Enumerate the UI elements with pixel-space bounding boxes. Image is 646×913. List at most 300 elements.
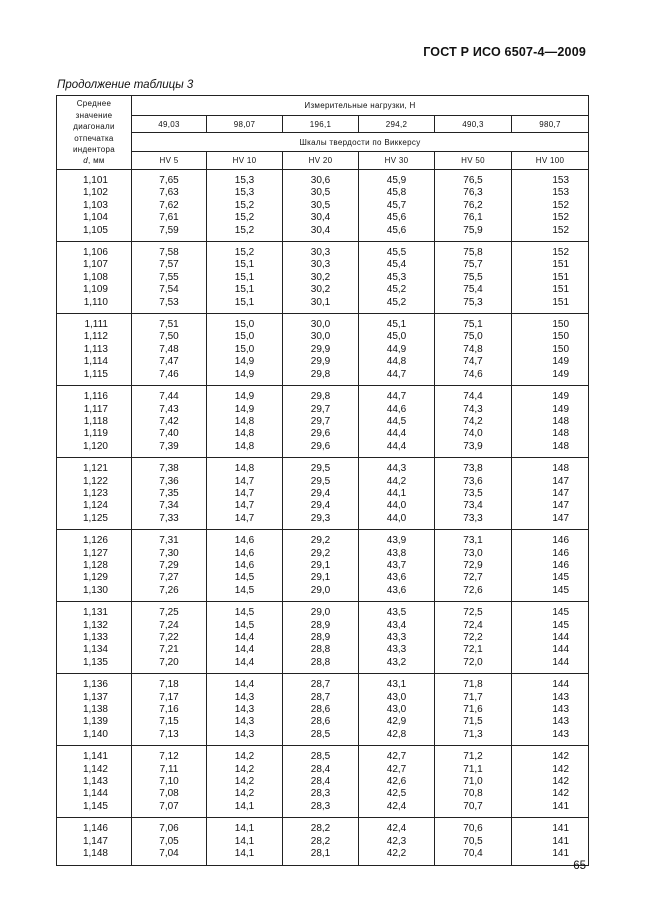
hv30-value: 44,2 <box>386 475 407 487</box>
hv100-value: 150 <box>552 319 570 331</box>
hv20-value: 28,8 <box>310 644 331 656</box>
hv20-value: 30,0 <box>310 319 331 331</box>
hv30-value: 42,3 <box>386 835 407 847</box>
hv20-value: 28,8 <box>310 656 331 668</box>
diagonal-value: 1,139 <box>82 716 108 728</box>
hv30-value: 45,7 <box>386 199 407 211</box>
hv30-value: 45,9 <box>386 175 407 186</box>
hv50-value: 75,9 <box>463 224 483 236</box>
hv30-value: 43,3 <box>386 644 407 656</box>
hv5-value: 7,15 <box>159 716 179 728</box>
hv100-value: 153 <box>552 187 570 199</box>
hv20-value: 30,4 <box>310 224 331 236</box>
diagonal-cell <box>57 242 132 314</box>
hv5-value: 7,20 <box>159 656 179 668</box>
hv5-value: 7,55 <box>159 271 179 283</box>
hv30-cell <box>359 458 435 530</box>
hv5-value: 7,13 <box>159 728 179 740</box>
hv10-cell <box>207 242 283 314</box>
diagonal-value: 1,141 <box>82 751 108 763</box>
hv5-value: 7,06 <box>159 823 179 835</box>
diagonal-value: 1,143 <box>82 776 108 788</box>
hv50-value: 75,5 <box>463 271 483 283</box>
hv5-value: 7,22 <box>159 632 179 643</box>
hv100-value: 146 <box>552 547 570 559</box>
hv30-value: 44,4 <box>386 440 407 452</box>
hv30-value: 45,0 <box>386 331 407 343</box>
hv50-value: 72,2 <box>463 632 483 643</box>
diagonal-value: 1,134 <box>82 644 108 656</box>
hv50-value: 75,7 <box>463 259 483 271</box>
hv20-value: 29,5 <box>310 475 331 487</box>
vickers-hardness-table <box>56 95 589 866</box>
hv100-value: 148 <box>552 440 570 452</box>
hv10-cell <box>207 314 283 386</box>
hv20-value: 29,4 <box>310 487 331 499</box>
hv100-cell <box>512 314 589 386</box>
hv5-cell <box>132 602 207 674</box>
corner-line: Среднее <box>76 99 112 109</box>
scale-label: HV 100 <box>512 152 589 170</box>
table-row-group <box>57 818 589 865</box>
hv5-value: 7,61 <box>159 212 179 224</box>
hv30-value: 44,1 <box>386 487 407 499</box>
hv10-value: 15,3 <box>234 175 255 186</box>
hv100-value: 142 <box>552 751 570 763</box>
hv10-value: 14,6 <box>234 547 255 559</box>
diagonal-value: 1,120 <box>82 440 108 452</box>
hv50-cell <box>435 242 512 314</box>
hv10-value: 15,1 <box>234 259 255 271</box>
table-row-group <box>57 242 589 314</box>
hv10-value: 14,3 <box>234 704 255 716</box>
hv10-value: 14,4 <box>234 644 255 656</box>
hv10-value: 14,5 <box>234 607 255 619</box>
hv100-cell <box>512 602 589 674</box>
hv30-value: 45,4 <box>386 259 407 271</box>
hv20-value: 29,7 <box>310 415 331 427</box>
hv10-cell <box>207 458 283 530</box>
hv50-value: 74,2 <box>463 415 483 427</box>
hv20-value: 29,9 <box>310 343 331 355</box>
load-value: 490,3 <box>435 116 512 133</box>
diagonal-value: 1,116 <box>83 391 108 403</box>
hv30-value: 44,4 <box>386 428 407 440</box>
hv50-value: 71,6 <box>463 704 483 716</box>
diagonal-value: 1,105 <box>82 224 108 236</box>
hv30-value: 45,3 <box>386 271 407 283</box>
hv100-value: 142 <box>552 763 570 775</box>
table-body <box>57 170 589 866</box>
hv20-cell <box>283 530 359 602</box>
hv100-value: 149 <box>552 368 570 380</box>
table-row-group <box>57 674 589 746</box>
hv30-value: 42,7 <box>386 751 407 763</box>
hv10-value: 15,1 <box>234 284 255 296</box>
diagonal-value: 1,129 <box>82 572 108 584</box>
diagonal-cell <box>57 314 132 386</box>
hv100-value: 142 <box>552 788 570 800</box>
scale-label: HV 5 <box>132 152 207 170</box>
diagonal-value: 1,136 <box>82 679 108 691</box>
hv5-value: 7,07 <box>159 800 179 812</box>
hv20-value: 28,4 <box>310 763 331 775</box>
hv50-value: 71,3 <box>463 728 483 740</box>
hv10-value: 15,0 <box>234 343 255 355</box>
hv50-value: 70,5 <box>463 835 483 847</box>
hv5-value: 7,58 <box>159 247 179 259</box>
hv20-value: 30,3 <box>310 247 331 259</box>
hv100-value: 148 <box>552 463 570 475</box>
hv5-cell <box>132 818 207 865</box>
hv20-value: 28,9 <box>310 632 331 643</box>
hv5-value: 7,18 <box>159 679 179 691</box>
hv5-cell <box>132 170 207 242</box>
hv50-value: 72,4 <box>463 619 483 631</box>
hv5-value: 7,43 <box>159 403 179 415</box>
hv5-value: 7,35 <box>159 487 179 499</box>
hv10-value: 15,2 <box>234 199 255 211</box>
hv50-value: 72,7 <box>463 572 483 584</box>
hv50-value: 76,2 <box>463 199 483 211</box>
diagonal-cell <box>57 170 132 242</box>
hv5-value: 7,29 <box>159 559 179 571</box>
hv20-value: 28,7 <box>310 691 331 703</box>
hv20-value: 28,9 <box>310 619 331 631</box>
hv30-value: 45,2 <box>386 296 407 308</box>
page-number: 65 <box>573 860 586 872</box>
hv10-value: 14,7 <box>234 487 255 499</box>
hv10-value: 15,2 <box>234 224 255 236</box>
hv100-value: 152 <box>552 224 570 236</box>
hv20-value: 29,2 <box>310 547 331 559</box>
hv30-value: 45,6 <box>386 224 407 236</box>
hv5-cell <box>132 458 207 530</box>
diagonal-value: 1,109 <box>82 284 108 296</box>
hv10-cell <box>207 170 283 242</box>
load-value: 980,7 <box>512 116 589 133</box>
diagonal-cell <box>57 530 132 602</box>
hv20-value: 29,6 <box>310 440 331 452</box>
hv50-cell <box>435 746 512 818</box>
diagonal-value: 1,107 <box>82 259 108 271</box>
hv30-value: 44,9 <box>386 343 407 355</box>
diagonal-value: 1,125 <box>82 512 108 524</box>
hv30-value: 43,7 <box>386 559 407 571</box>
hv50-value: 73,4 <box>463 500 483 512</box>
hv50-value: 73,1 <box>463 535 483 547</box>
hv20-value: 29,6 <box>310 428 331 440</box>
table-row-group <box>57 458 589 530</box>
hv50-value: 73,8 <box>463 463 483 475</box>
hv100-value: 147 <box>552 475 570 487</box>
hv100-value: 147 <box>552 512 570 524</box>
hv100-value: 145 <box>552 584 570 596</box>
hv10-value: 14,7 <box>234 500 255 512</box>
hv5-value: 7,39 <box>159 440 179 452</box>
hv30-cell <box>359 170 435 242</box>
hv30-value: 43,4 <box>386 619 407 631</box>
hv30-value: 44,7 <box>386 368 407 380</box>
hv10-value: 14,9 <box>234 403 255 415</box>
hv30-value: 42,4 <box>386 823 407 835</box>
diagonal-value: 1,117 <box>83 403 108 415</box>
hv20-value: 30,0 <box>310 331 331 343</box>
document-standard-header: ГОСТ Р ИСО 6507-4—2009 <box>423 45 586 59</box>
hv20-cell <box>283 746 359 818</box>
diagonal-value: 1,127 <box>82 547 108 559</box>
hv50-value: 73,3 <box>463 512 483 524</box>
hv20-value: 29,8 <box>310 368 331 380</box>
diagonal-value: 1,119 <box>83 428 108 440</box>
hv5-value: 7,08 <box>159 788 179 800</box>
hv50-value: 74,0 <box>463 428 483 440</box>
hv50-value: 71,8 <box>463 679 483 691</box>
hv30-value: 43,6 <box>386 584 407 596</box>
table-row-group <box>57 170 589 242</box>
table-row-group <box>57 530 589 602</box>
hv20-cell <box>283 818 359 865</box>
table-row-group <box>57 314 589 386</box>
table-caption: Продолжение таблицы 3 <box>57 79 194 91</box>
hv30-value: 42,5 <box>386 788 407 800</box>
hv10-value: 15,0 <box>234 319 255 331</box>
hv20-value: 28,1 <box>310 848 331 860</box>
hv5-value: 7,04 <box>159 848 179 860</box>
hv20-value: 30,2 <box>310 284 331 296</box>
hv30-value: 42,6 <box>386 776 407 788</box>
scale-label: HV 30 <box>359 152 435 170</box>
hv100-value: 143 <box>552 728 570 740</box>
hv5-value: 7,38 <box>159 463 179 475</box>
hv50-value: 72,6 <box>463 584 483 596</box>
hv20-value: 29,0 <box>310 584 331 596</box>
hv100-value: 145 <box>552 619 570 631</box>
scale-label: HV 20 <box>283 152 359 170</box>
hv20-value: 29,4 <box>310 500 331 512</box>
hv5-value: 7,34 <box>159 500 179 512</box>
hv10-value: 14,8 <box>234 463 255 475</box>
hv10-value: 15,2 <box>234 212 255 224</box>
hv30-value: 43,8 <box>386 547 407 559</box>
corner-line: отпечатка <box>74 133 114 143</box>
hv50-value: 73,5 <box>463 487 483 499</box>
scale-label: HV 50 <box>435 152 512 170</box>
hv30-value: 45,1 <box>386 319 407 331</box>
hv10-value: 14,1 <box>234 800 255 812</box>
corner-line: значение <box>75 110 113 120</box>
hv50-value: 75,3 <box>463 296 483 308</box>
hv50-value: 73,6 <box>463 475 483 487</box>
hv5-value: 7,36 <box>159 475 179 487</box>
hv50-value: 72,0 <box>463 656 483 668</box>
hv20-value: 28,7 <box>310 679 331 691</box>
hv100-value: 141 <box>552 848 570 860</box>
hv5-value: 7,33 <box>159 512 179 524</box>
hv100-value: 145 <box>552 607 570 619</box>
hv10-value: 15,1 <box>234 271 255 283</box>
hv30-cell <box>359 386 435 458</box>
hv50-value: 75,0 <box>463 331 483 343</box>
hv20-value: 29,1 <box>310 559 331 571</box>
hv30-value: 44,5 <box>386 415 407 427</box>
load-value: 98,07 <box>207 116 283 133</box>
hv5-value: 7,30 <box>159 547 179 559</box>
hv50-value: 70,7 <box>463 800 483 812</box>
hv50-cell <box>435 602 512 674</box>
hv50-value: 73,9 <box>463 440 483 452</box>
hv10-value: 14,6 <box>234 559 255 571</box>
hv30-cell <box>359 530 435 602</box>
diagonal-value: 1,138 <box>82 704 108 716</box>
hv20-value: 28,6 <box>310 704 331 716</box>
hv100-cell <box>512 818 589 865</box>
hv20-value: 28,3 <box>310 788 331 800</box>
hv30-cell <box>359 314 435 386</box>
hv10-value: 14,9 <box>234 368 255 380</box>
hv5-value: 7,25 <box>159 607 179 619</box>
hv10-value: 14,2 <box>234 763 255 775</box>
hv50-value: 72,1 <box>463 644 483 656</box>
hv100-value: 152 <box>552 247 570 259</box>
hv5-value: 7,31 <box>159 535 179 547</box>
hv30-value: 44,7 <box>386 391 407 403</box>
diagonal-value: 1,104 <box>82 212 108 224</box>
hv10-value: 15,2 <box>234 247 255 259</box>
hv10-value: 15,1 <box>234 296 255 308</box>
hv10-value: 14,6 <box>234 535 255 547</box>
hv30-value: 45,6 <box>386 212 407 224</box>
hv5-value: 7,53 <box>159 296 179 308</box>
hv5-value: 7,16 <box>159 704 179 716</box>
diagonal-value: 1,118 <box>83 415 108 427</box>
diagonal-cell <box>57 674 132 746</box>
scales-title: Шкалы твердости по Виккерсу <box>132 133 589 152</box>
hv10-value: 14,2 <box>234 751 255 763</box>
hv100-value: 151 <box>552 259 570 271</box>
hv5-value: 7,27 <box>159 572 179 584</box>
hv10-value: 14,4 <box>234 679 255 691</box>
diagonal-cell <box>57 386 132 458</box>
hv5-value: 7,10 <box>159 776 179 788</box>
hv50-value: 70,8 <box>463 788 483 800</box>
hv30-value: 42,7 <box>386 763 407 775</box>
hv30-cell <box>359 818 435 865</box>
table-row-group <box>57 386 589 458</box>
hv50-value: 76,1 <box>463 212 483 224</box>
diagonal-value: 1,130 <box>82 584 108 596</box>
diagonal-value: 1,103 <box>82 199 108 211</box>
hv5-cell <box>132 746 207 818</box>
hv20-value: 28,4 <box>310 776 331 788</box>
hv10-value: 14,8 <box>234 428 255 440</box>
hv50-value: 74,3 <box>463 403 483 415</box>
hv10-cell <box>207 530 283 602</box>
hv5-value: 7,17 <box>159 691 179 703</box>
hv10-value: 14,1 <box>234 848 255 860</box>
hv10-cell <box>207 674 283 746</box>
hv30-value: 43,1 <box>386 679 407 691</box>
hv10-value: 14,4 <box>234 656 255 668</box>
hv100-cell <box>512 242 589 314</box>
hv20-cell <box>283 458 359 530</box>
hv5-value: 7,57 <box>159 259 179 271</box>
hv20-value: 28,5 <box>310 751 331 763</box>
hv10-value: 14,1 <box>234 823 255 835</box>
hv50-cell <box>435 530 512 602</box>
hv50-cell <box>435 170 512 242</box>
diagonal-value: 1,123 <box>82 487 108 499</box>
hv10-value: 14,7 <box>234 512 255 524</box>
hv10-value: 14,5 <box>234 619 255 631</box>
hv20-value: 30,4 <box>310 212 331 224</box>
hv20-value: 28,2 <box>310 823 331 835</box>
hv10-cell <box>207 818 283 865</box>
hv100-value: 143 <box>552 704 570 716</box>
diagonal-value: 1,114 <box>83 356 108 368</box>
hv5-value: 7,51 <box>159 319 179 331</box>
hv5-value: 7,24 <box>159 619 179 631</box>
hv100-value: 141 <box>552 800 570 812</box>
diagonal-value: 1,142 <box>82 763 108 775</box>
hv100-value: 151 <box>552 296 570 308</box>
hv30-value: 44,0 <box>386 500 407 512</box>
hv10-value: 14,3 <box>234 716 255 728</box>
hv30-value: 45,2 <box>386 284 407 296</box>
hv50-cell <box>435 458 512 530</box>
diagonal-value: 1,135 <box>82 656 108 668</box>
corner-line: индентора <box>72 144 116 154</box>
hv10-cell <box>207 602 283 674</box>
hv30-value: 45,8 <box>386 187 407 199</box>
diagonal-value: 1,133 <box>82 632 108 643</box>
hv50-value: 76,5 <box>463 175 483 186</box>
diagonal-value: 1,126 <box>82 535 108 547</box>
diagonal-cell <box>57 746 132 818</box>
hv50-value: 74,8 <box>463 343 483 355</box>
hv30-value: 43,9 <box>386 535 407 547</box>
diagonal-cell <box>57 458 132 530</box>
hv100-value: 143 <box>552 691 570 703</box>
hv50-value: 75,1 <box>463 319 483 331</box>
hv50-value: 74,6 <box>463 368 483 380</box>
hv30-cell <box>359 746 435 818</box>
hv5-cell <box>132 674 207 746</box>
hv5-value: 7,50 <box>159 331 179 343</box>
hv100-value: 149 <box>552 403 570 415</box>
hv10-value: 14,5 <box>234 572 255 584</box>
hv100-cell <box>512 458 589 530</box>
diagonal-cell <box>57 602 132 674</box>
hv30-value: 44,3 <box>386 463 407 475</box>
hv50-value: 71,5 <box>463 716 483 728</box>
hv20-value: 29,9 <box>310 356 331 368</box>
hv100-value: 152 <box>552 212 570 224</box>
hv20-value: 28,3 <box>310 800 331 812</box>
hv10-value: 14,9 <box>234 391 255 403</box>
diagonal-value: 1,128 <box>82 559 108 571</box>
hv30-value: 44,0 <box>386 512 407 524</box>
hv5-value: 7,47 <box>159 356 179 368</box>
hv10-value: 14,3 <box>234 728 255 740</box>
hv10-value: 14,3 <box>234 691 255 703</box>
hv5-cell <box>132 386 207 458</box>
hv10-cell <box>207 386 283 458</box>
hv30-value: 44,8 <box>386 356 407 368</box>
hv5-value: 7,65 <box>159 175 179 186</box>
diagonal-value: 1,110 <box>83 296 108 308</box>
hv20-value: 29,2 <box>310 535 331 547</box>
